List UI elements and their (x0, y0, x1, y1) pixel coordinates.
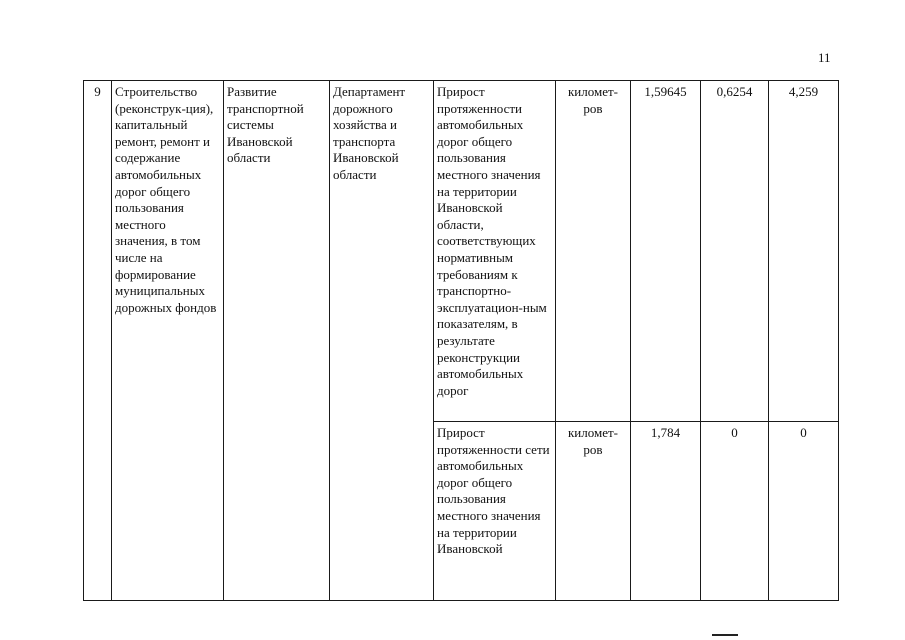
value-cell: 0 (701, 422, 769, 601)
value-cell: 1,784 (631, 422, 701, 601)
unit-cell: километ-ров (556, 81, 631, 422)
indicator-name-cell: Прирост протяженности автомобильных дорог общего пользования местного значения на территории Ивановской области, соответствующих нормативным требованиям к транспортно-эксплуатацион-ным показателям, в результате реконструкции автомобильных дорог (434, 81, 556, 422)
page-number: 11 (818, 50, 831, 65)
value-cell: 0 (769, 422, 839, 601)
executor-cell: Департамент дорожного хозяйства и транспорта Ивановской области (330, 81, 434, 601)
program-cell: Развитие транспортной системы Ивановской области (224, 81, 330, 601)
table-row (84, 81, 839, 422)
row-number: 9 (84, 81, 112, 601)
value-cell: 4,259 (769, 81, 839, 422)
program-table (83, 80, 839, 601)
unit-cell: километ-ров (556, 422, 631, 601)
activity-cell: Строительство (реконструк-ция), капитальный ремонт, ремонт и содержание автомобильных дорог общего пользования местного значения, в том числе на формирование муниципальных дорожных фондов (112, 81, 224, 601)
value-cell: 0,6254 (701, 81, 769, 422)
indicator-name-cell: Прирост протяженности сети автомобильных дорог общего пользования местного значения на территории Ивановской (434, 422, 556, 601)
scan-mark (712, 634, 738, 636)
value-cell: 1,59645 (631, 81, 701, 422)
